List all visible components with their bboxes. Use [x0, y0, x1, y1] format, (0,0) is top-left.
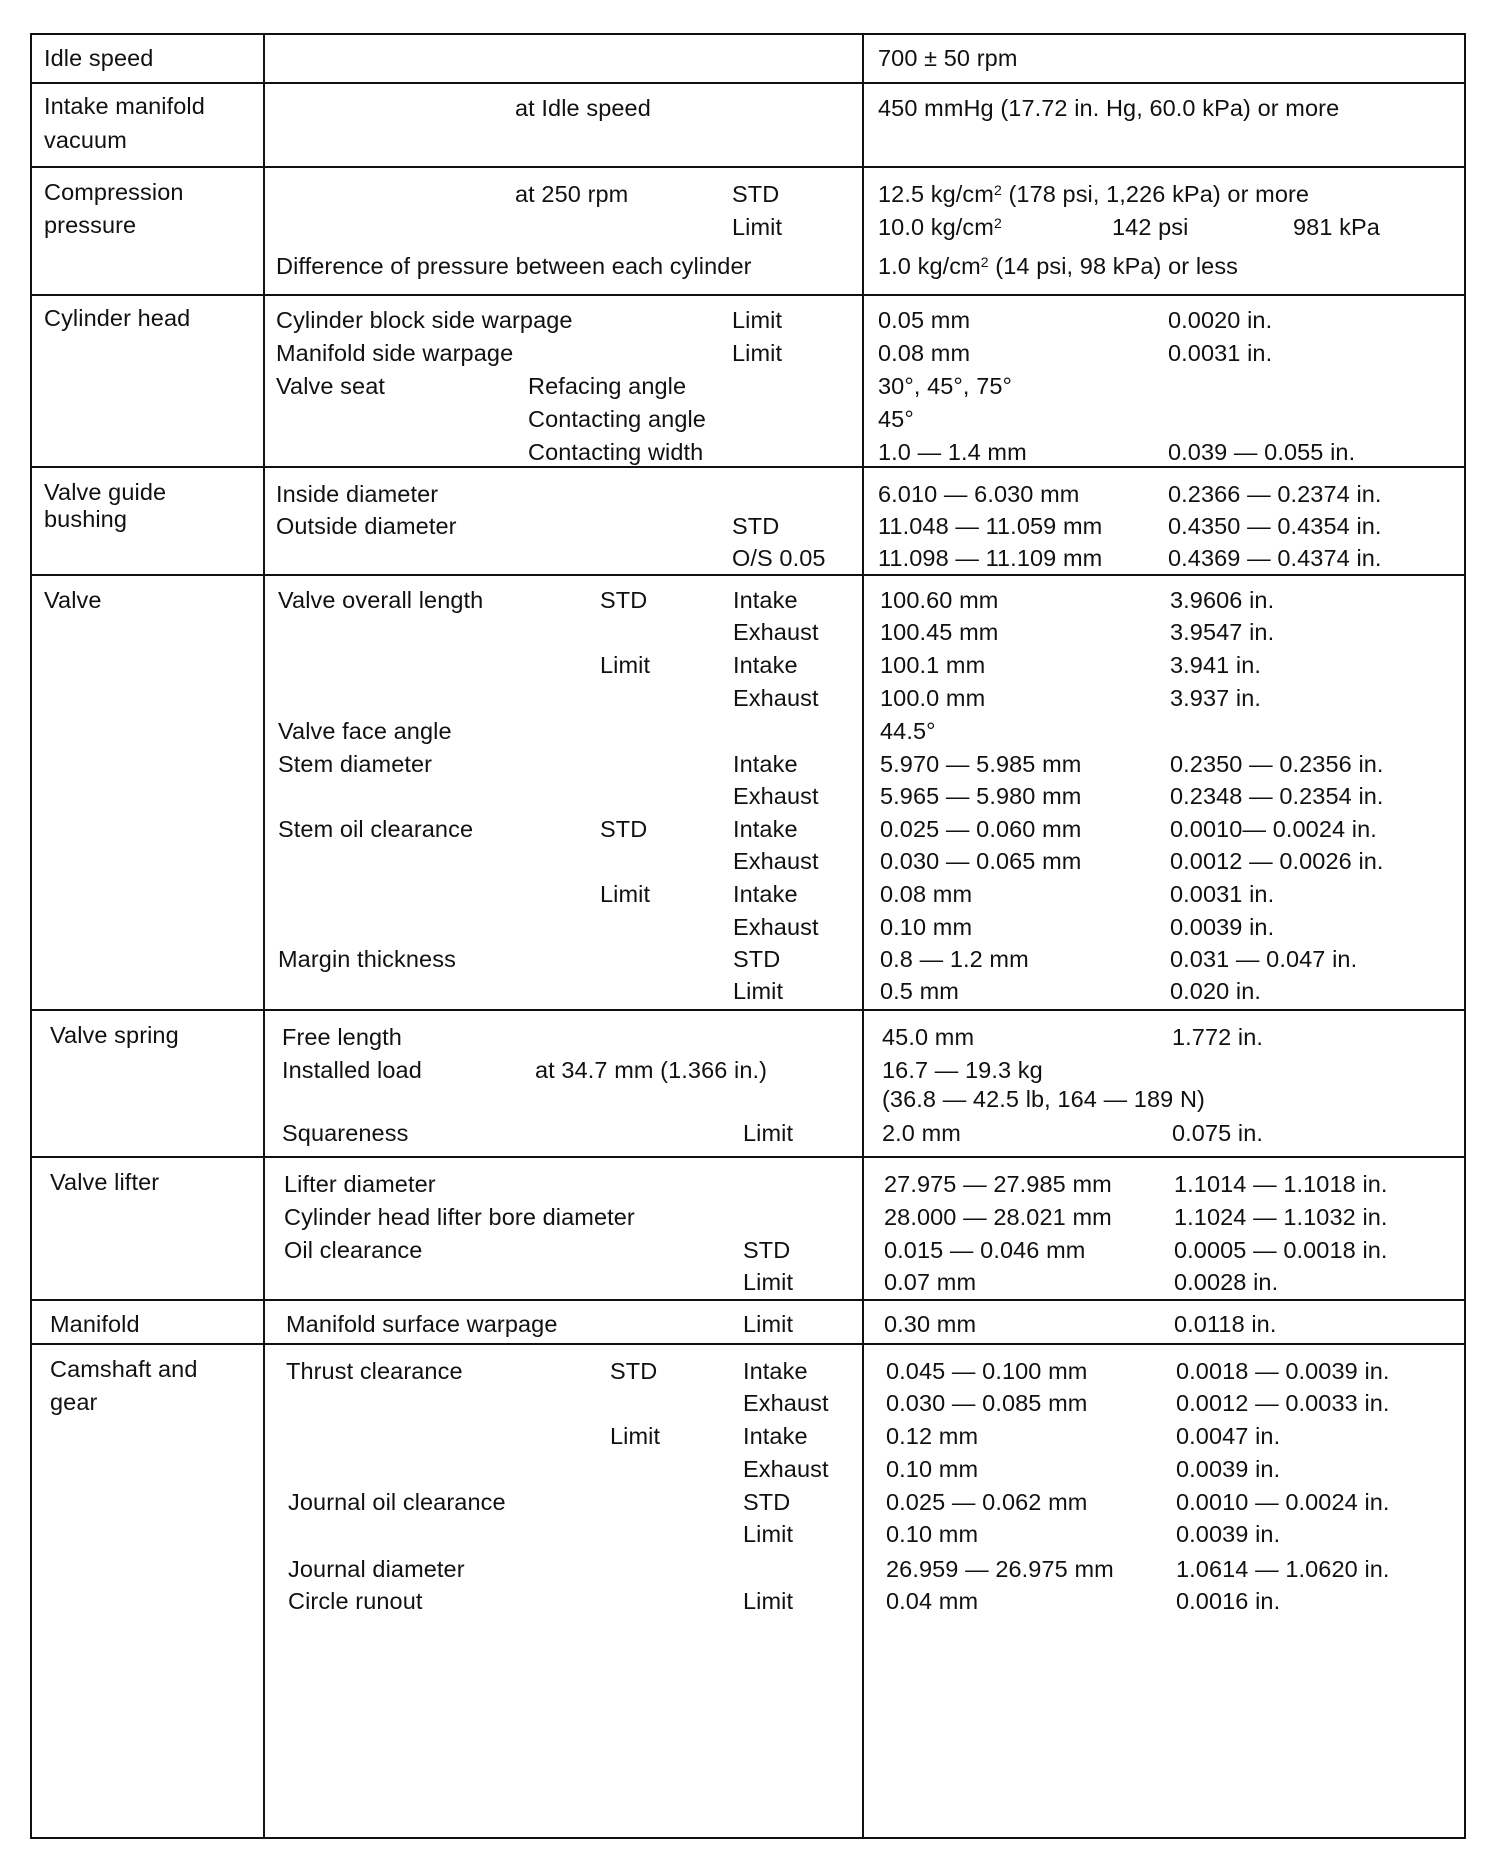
limit-tag: Limit — [732, 214, 783, 240]
value-len-lim-intake-mm: 100.1 mm — [880, 652, 986, 678]
value-idle-speed: 700 ± 50 rpm — [878, 45, 1018, 71]
exhaust-tag: Exhaust — [743, 1456, 829, 1482]
value-contacting-width-in: 0.039 — 0.055 in. — [1168, 439, 1356, 465]
value-circle-runout-in: 0.0016 in. — [1176, 1588, 1281, 1614]
value-len-lim-exhaust-mm: 100.0 mm — [880, 685, 986, 711]
row-intake-vacuum — [30, 84, 1466, 168]
label-circle-runout: Circle runout — [288, 1588, 423, 1614]
std-tag: STD — [743, 1237, 791, 1263]
value-refacing-angle: 30°, 45°, 75° — [878, 373, 1013, 399]
value-inside-diameter-mm: 6.010 — 6.030 mm — [878, 481, 1080, 507]
value-clr-std-intake-mm: 0.025 — 0.060 mm — [880, 816, 1082, 842]
label-valve-overall-length: Valve overall length — [278, 587, 484, 613]
value-thrust-lim-exhaust-in: 0.0039 in. — [1176, 1456, 1281, 1482]
value-circle-runout-mm: 0.04 mm — [886, 1588, 979, 1614]
exhaust-tag: Exhaust — [733, 848, 819, 874]
exhaust-tag: Exhaust — [733, 685, 819, 711]
value-journal-diameter-in: 1.0614 — 1.0620 in. — [1176, 1556, 1390, 1582]
label-free-length: Free length — [282, 1024, 402, 1050]
value-stem-exhaust-in: 0.2348 — 0.2354 in. — [1170, 783, 1384, 809]
label-valve-guide-1: Valve guide — [44, 479, 167, 505]
std-tag: STD — [600, 816, 648, 842]
label-valve-guide-2: bushing — [44, 506, 128, 532]
std-tag: STD — [733, 946, 781, 972]
value-oil-clearance-std-mm: 0.015 — 0.046 mm — [884, 1237, 1086, 1263]
label-stem-diameter: Stem diameter — [278, 751, 433, 777]
intake-tag: Intake — [733, 652, 798, 678]
label-manifold: Manifold — [50, 1311, 140, 1337]
intake-tag: Intake — [743, 1423, 808, 1449]
value-free-length-mm: 45.0 mm — [882, 1024, 975, 1050]
value-squareness-mm: 2.0 mm — [882, 1120, 961, 1146]
spec-table — [30, 33, 1466, 1839]
intake-tag: Intake — [733, 816, 798, 842]
value-clr-lim-intake-mm: 0.08 mm — [880, 881, 973, 907]
value-clr-std-exhaust-in: 0.0012 — 0.0026 in. — [1170, 848, 1384, 874]
value-margin-std-mm: 0.8 — 1.2 mm — [880, 946, 1029, 972]
limit-tag: Limit — [743, 1269, 794, 1295]
value-stem-intake-in: 0.2350 — 0.2356 in. — [1170, 751, 1384, 777]
row-manifold — [30, 1301, 1466, 1345]
limit-tag: Limit — [743, 1311, 794, 1337]
value-margin-lim-mm: 0.5 mm — [880, 978, 959, 1004]
row-valve-guide-bushing — [30, 468, 1466, 576]
label-compression-2: pressure — [44, 212, 137, 238]
label-lifter-diameter: Lifter diameter — [284, 1171, 436, 1197]
row-idle-speed — [30, 35, 1466, 84]
value-valve-face-angle: 44.5° — [880, 718, 936, 744]
value-outside-std-in: 0.4350 — 0.4354 in. — [1168, 513, 1382, 539]
condition-at-250rpm: at 250 rpm — [515, 181, 629, 207]
label-bore-diameter: Cylinder head lifter bore diameter — [284, 1204, 635, 1230]
label-valve-lifter: Valve lifter — [50, 1169, 160, 1195]
label-inside-diameter: Inside diameter — [276, 481, 439, 507]
intake-tag: Intake — [733, 751, 798, 777]
value-thrust-std-intake-in: 0.0018 — 0.0039 in. — [1176, 1358, 1390, 1384]
label-compression-1: Compression — [44, 179, 184, 205]
label-intake-vacuum-2: vacuum — [44, 127, 127, 153]
label-stem-oil-clearance: Stem oil clearance — [278, 816, 474, 842]
value-free-length-in: 1.772 in. — [1172, 1024, 1264, 1050]
value-squareness-in: 0.075 in. — [1172, 1120, 1264, 1146]
label-idle-speed: Idle speed — [44, 45, 154, 71]
value-oil-clearance-lim-in: 0.0028 in. — [1174, 1269, 1279, 1295]
label-manifold-warpage: Manifold side warpage — [276, 340, 514, 366]
label-block-warpage: Cylinder block side warpage — [276, 307, 573, 333]
value-thrust-std-exhaust-in: 0.0012 — 0.0033 in. — [1176, 1390, 1390, 1416]
value-manifold-warpage-in: 0.0118 in. — [1174, 1311, 1277, 1337]
label-thrust-clearance: Thrust clearance — [286, 1358, 463, 1384]
value-clr-lim-exhaust-mm: 0.10 mm — [880, 914, 973, 940]
condition-at-idle: at Idle speed — [515, 95, 651, 121]
intake-tag: Intake — [733, 881, 798, 907]
exhaust-tag: Exhaust — [743, 1390, 829, 1416]
label-installed-load: Installed load — [282, 1057, 422, 1083]
intake-tag: Intake — [733, 587, 798, 613]
row-valve — [30, 576, 1466, 1011]
limit-tag: Limit — [743, 1588, 794, 1614]
value-manifold-warpage-mm: 0.08 mm — [878, 340, 971, 366]
value-clr-lim-intake-in: 0.0031 in. — [1170, 881, 1275, 907]
value-thrust-std-intake-mm: 0.045 — 0.100 mm — [886, 1358, 1088, 1384]
value-len-std-intake-in: 3.9606 in. — [1170, 587, 1275, 613]
exhaust-tag: Exhaust — [733, 619, 819, 645]
label-valve-spring: Valve spring — [50, 1022, 179, 1048]
label-outside-diameter: Outside diameter — [276, 513, 457, 539]
row-cylinder-head — [30, 296, 1466, 468]
exhaust-tag: Exhaust — [733, 914, 819, 940]
std-tag: STD — [610, 1358, 658, 1384]
value-installed-load-kg: 16.7 — 19.3 kg — [882, 1057, 1043, 1083]
limit-tag: Limit — [743, 1120, 794, 1146]
value-clr-lim-exhaust-in: 0.0039 in. — [1170, 914, 1275, 940]
value-outside-std-mm: 11.048 — 11.059 mm — [878, 513, 1103, 539]
limit-tag: Limit — [743, 1521, 794, 1547]
value-installed-load-lb: (36.8 — 42.5 lb, 164 — 189 N) — [882, 1086, 1205, 1112]
value-compression-limit-metric: 10.0 $kg/cm^2$ — [878, 214, 1002, 240]
value-journal-lim-in: 0.0039 in. — [1176, 1521, 1281, 1547]
exhaust-tag: Exhaust — [733, 783, 819, 809]
label-cylinder-head: Cylinder head — [44, 305, 191, 331]
value-block-warpage-mm: 0.05 mm — [878, 307, 971, 333]
value-journal-std-in: 0.0010 — 0.0024 in. — [1176, 1489, 1390, 1515]
std-tag: STD — [732, 181, 780, 207]
label-contacting-width: Contacting width — [528, 439, 704, 465]
value-len-lim-exhaust-in: 3.937 in. — [1170, 685, 1262, 711]
value-intake-vacuum: 450 mmHg (17.72 in. Hg, 60.0 kPa) or more — [878, 95, 1340, 121]
limit-tag: Limit — [732, 340, 783, 366]
label-margin-thickness: Margin thickness — [278, 946, 456, 972]
limit-tag: Limit — [610, 1423, 661, 1449]
label-intake-vacuum-1: Intake manifold — [44, 93, 205, 119]
value-contacting-angle: 45° — [878, 406, 914, 432]
value-lifter-diameter-in: 1.1014 — 1.1018 in. — [1174, 1171, 1388, 1197]
value-block-warpage-in: 0.0020 in. — [1168, 307, 1273, 333]
condition-at-length: at 34.7 mm (1.366 in.) — [535, 1057, 768, 1083]
label-valve-seat: Valve seat — [276, 373, 385, 399]
value-journal-diameter-mm: 26.959 — 26.975 mm — [886, 1556, 1114, 1582]
label-oil-clearance: Oil clearance — [284, 1237, 423, 1263]
value-oil-clearance-std-in: 0.0005 — 0.0018 in. — [1174, 1237, 1388, 1263]
value-compression-std: 12.5 $kg/cm^2$ (178 psi, 1,226 kPa) or more — [878, 181, 1310, 207]
label-refacing-angle: Refacing angle — [528, 373, 687, 399]
value-contacting-width-mm: 1.0 — 1.4 mm — [878, 439, 1027, 465]
value-pressure-difference: 1.0 $kg/cm^2$ (14 psi, 98 kPa) or less — [878, 253, 1239, 279]
limit-tag: Limit — [733, 978, 784, 1004]
value-len-std-exhaust-mm: 100.45 mm — [880, 619, 999, 645]
std-tag: STD — [743, 1489, 791, 1515]
limit-tag: Limit — [732, 307, 783, 333]
label-contacting-angle: Contacting angle — [528, 406, 706, 432]
label-manifold-surface-warpage: Manifold surface warpage — [286, 1311, 558, 1337]
label-squareness: Squareness — [282, 1120, 409, 1146]
value-journal-lim-mm: 0.10 mm — [886, 1521, 979, 1547]
value-oil-clearance-lim-mm: 0.07 mm — [884, 1269, 977, 1295]
value-len-lim-intake-in: 3.941 in. — [1170, 652, 1262, 678]
label-camshaft-2: gear — [50, 1389, 98, 1415]
row-compression-pressure — [30, 168, 1466, 296]
os-tag: O/S 0.05 — [732, 545, 826, 571]
value-clr-std-intake-in: 0.0010— 0.0024 in. — [1170, 816, 1377, 842]
row-valve-lifter — [30, 1158, 1466, 1301]
value-bore-diameter-mm: 28.000 — 28.021 mm — [884, 1204, 1112, 1230]
value-outside-os-mm: 11.098 — 11.109 mm — [878, 545, 1103, 571]
label-valve: Valve — [44, 587, 102, 613]
value-inside-diameter-in: 0.2366 — 0.2374 in. — [1168, 481, 1382, 507]
std-tag: STD — [600, 587, 648, 613]
value-margin-lim-in: 0.020 in. — [1170, 978, 1262, 1004]
value-manifold-warpage-mm: 0.30 mm — [884, 1311, 977, 1337]
value-len-std-intake-mm: 100.60 mm — [880, 587, 999, 613]
value-outside-os-in: 0.4369 — 0.4374 in. — [1168, 545, 1382, 571]
label-pressure-difference: Difference of pressure between each cylinder — [276, 253, 752, 279]
value-stem-intake-mm: 5.970 — 5.985 mm — [880, 751, 1082, 777]
value-thrust-lim-intake-in: 0.0047 in. — [1176, 1423, 1281, 1449]
value-len-std-exhaust-in: 3.9547 in. — [1170, 619, 1275, 645]
std-tag: STD — [732, 513, 780, 539]
limit-tag: Limit — [600, 881, 651, 907]
value-stem-exhaust-mm: 5.965 — 5.980 mm — [880, 783, 1082, 809]
value-compression-limit-psi: 142 psi — [1112, 214, 1189, 240]
label-camshaft-1: Camshaft and — [50, 1356, 198, 1382]
value-clr-std-exhaust-mm: 0.030 — 0.065 mm — [880, 848, 1082, 874]
row-valve-spring — [30, 1011, 1466, 1158]
row-camshaft-and-gear — [30, 1345, 1466, 1841]
intake-tag: Intake — [743, 1358, 808, 1384]
value-compression-limit-kpa: 981 kPa — [1293, 214, 1380, 240]
limit-tag: Limit — [600, 652, 651, 678]
value-thrust-std-exhaust-mm: 0.030 — 0.085 mm — [886, 1390, 1088, 1416]
value-thrust-lim-intake-mm: 0.12 mm — [886, 1423, 979, 1449]
value-manifold-warpage-in: 0.0031 in. — [1168, 340, 1273, 366]
value-bore-diameter-in: 1.1024 — 1.1032 in. — [1174, 1204, 1388, 1230]
value-thrust-lim-exhaust-mm: 0.10 mm — [886, 1456, 979, 1482]
label-journal-diameter: Journal diameter — [288, 1556, 465, 1582]
value-journal-std-mm: 0.025 — 0.062 mm — [886, 1489, 1088, 1515]
label-valve-face-angle: Valve face angle — [278, 718, 452, 744]
value-lifter-diameter-mm: 27.975 — 27.985 mm — [884, 1171, 1112, 1197]
label-journal-oil-clearance: Journal oil clearance — [288, 1489, 506, 1515]
value-margin-std-in: 0.031 — 0.047 in. — [1170, 946, 1358, 972]
